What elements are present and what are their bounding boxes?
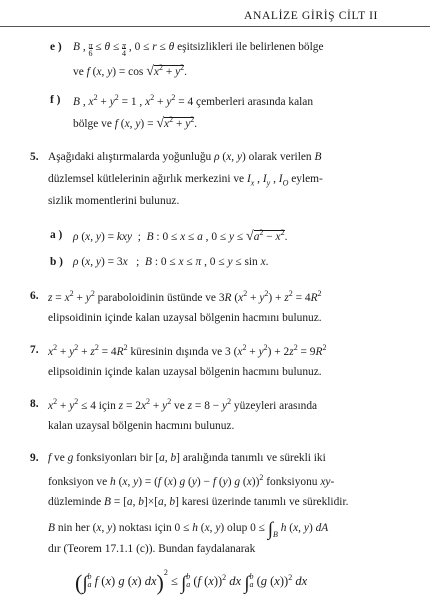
item-e-line-1: B , $\frac{\pi}{6} \le \theta \le \frac{\pi}{4}$ , 0 ≤ r ≤ θ eşitsizlikleri ile belirlenen bölge xyxy=(73,41,324,58)
item-5b-line-1: ρ (x, y) = 3x ; B : 0 ≤ x ≤ π , 0 ≤ y ≤ sin x. xyxy=(73,256,269,268)
header-title: ANALİZE GİRİŞ CİLT II xyxy=(244,9,378,22)
cauchy-schwarz-equation: (∫b a f (x) g (x) dx)$^2$ ≤ ∫b a (f (x))$^2$ dx ∫b a (g (x))$^2$ dx xyxy=(75,568,308,595)
item-f-line-1: B , $x^2 + y^2 = 1$ , $x^2 + y^2 = 4$ çemberleri arasında kalan xyxy=(73,93,314,108)
item-9-line-3: düzleminde B = [a, b]×[a, b] karesi üzerinde tanımlı ve süreklidir. xyxy=(48,496,349,508)
item-9-line-1: f ve g fonksiyonları bir [a, b] aralığında tanımlı ve sürekli iki xyxy=(48,452,326,464)
item-5-line-2: düzlemsel kütlelerinin ağırlık merkezini ve $I_x$ , $I_y$ , $I_O$ eylem- xyxy=(48,173,323,188)
item-7-label: 7. xyxy=(30,344,39,356)
item-6-label: 6. xyxy=(30,290,39,302)
item-5-label: 5. xyxy=(30,151,39,163)
item-5-line-1: Aşağıdaki alıştırmalarda yoğunluğu ρ (x, y) olarak verilen B xyxy=(48,151,322,163)
item-9-line-5: dır (Teorem 17.1.1 (c)). Bundan faydalanarak xyxy=(48,543,256,555)
item-6-line-2: elipsoidinin içinde kalan uzaysal bölgenin hacmını bulunuz. xyxy=(48,312,322,324)
item-9-line-4: B nin her (x, y) noktası için 0 ≤ h (x, y) olup $0 \le \int_B$ h (x, y) dA xyxy=(48,519,329,540)
item-9-label: 9. xyxy=(30,452,39,464)
page-header xyxy=(0,6,430,27)
item-e-label: e ) xyxy=(50,41,62,53)
item-5a-label: a ) xyxy=(50,229,63,241)
item-5-line-3: sizlik momentlerini bulunuz. xyxy=(48,195,180,207)
item-8-line-2: kalan uzaysal bölgenin hacmını bulunuz. xyxy=(48,420,235,432)
item-8-line-1: $x^2 + y^2 \le 4$ için $z = 2x^2 + y^2$ ve $z = 8 - y^2$ yüzeyleri arasında xyxy=(48,397,318,412)
item-7-line-2: elipsoidinin içinde kalan uzaysal bölgenin hacmını bulunuz. xyxy=(48,366,322,378)
item-f-label: f ) xyxy=(50,94,61,106)
item-5b-label: b ) xyxy=(50,256,63,268)
item-5a-line-1: ρ (x, y) = kxy ; B : 0 ≤ x ≤ a , $0 \le y \le √a^2 - x^2$. xyxy=(73,228,288,244)
item-e-line-2: ve f (x, $y) = \cos √x^2 + y^2$. xyxy=(73,63,188,79)
item-6-line-1: $z = x^2 + y^2$ paraboloidinin üstünde ve 3R $(x^2 + y^2) + z^2 = 4R^2$ xyxy=(48,289,322,304)
item-f-line-2: bölge ve f (x, $y) = √x^2 + y^2$. xyxy=(73,115,198,131)
item-8-label: 8. xyxy=(30,398,39,410)
item-9-line-2: fonksiyon ve h (x, y) = (f (x) g (y) − f (y) g (x))$^2$ fonksiyonu xy- xyxy=(48,473,335,488)
item-7-line-1: $x^2 + y^2 + z^2 = 4R^2$ küresinin dışında ve 3 $(x^2 + y^2) + 2z^2 = 9R^2$ xyxy=(48,343,327,358)
